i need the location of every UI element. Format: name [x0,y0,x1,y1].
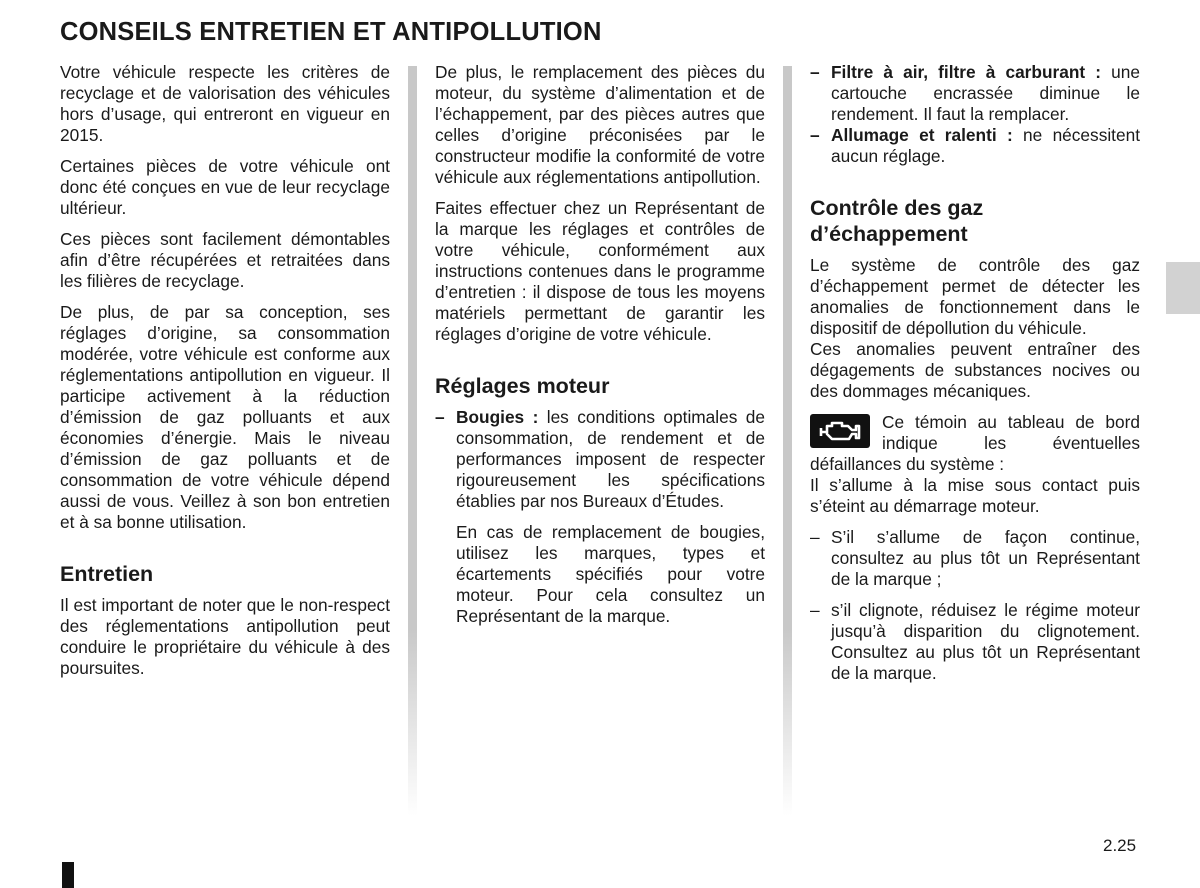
dash-marker: – [810,125,820,145]
page-title: CONSEILS ENTRETIEN ET ANTIPOLLUTION [60,18,602,46]
column-2 [435,62,765,637]
paragraph: Faites effectuer chez un Représentant de la marque les réglages et contrôles de votre véhicule, conformément aux instructions contenues dans le programme d’entretien : il dispose de tous les moyens matériels permettant de garantir les réglages d’origine de votre véhicule. [435,198,765,344]
section-heading-entretien: Entretien [60,562,154,586]
section-heading-reglages: Réglages moteur [435,374,610,398]
paragraph: Il s’allume à la mise sous contact puis s’éteint au démarrage moteur. [810,475,1140,516]
list-item-clignote [810,600,1140,684]
column-separator [408,66,417,816]
column-1 [60,62,390,689]
warning-light-note [810,412,1140,454]
column-separator [783,66,792,816]
dash-marker: – [435,407,445,427]
item-text: ne nécessitent aucun réglage. [831,125,1140,166]
dash-marker: – [810,62,820,82]
paragraph: En cas de remplacement de bougies, utilisez les marques, types et écartements spécifiés pour votre moteur. Pour cela consultez un Représentant de la marque. [456,522,765,626]
chapter-tab [1166,262,1200,314]
warning-light-text: Ce témoin au tableau de bord indique les éventuelles [882,412,1140,453]
list-item-allumage [810,125,1140,167]
paragraph: Il est important de noter que le non-respect des réglementations antipollution peut conduire le propriétaire du véhicule à des poursuites. [60,595,390,678]
list-item-continu [810,527,1140,590]
paragraph: Votre véhicule respecte les critères de recyclage et de valorisation des véhicules hors d’usage, qui entreront en vigueur en 2015. [60,62,390,145]
page-number: 2.25 [1103,836,1137,855]
corner-mark [62,862,74,888]
dash-marker: – [810,527,820,547]
paragraph: Certaines pièces de votre véhicule ont donc été conçues en vue de leur recyclage ultérieur. [60,156,390,218]
column-3 [810,62,1140,694]
list-item-filtre [810,62,1140,125]
paragraph: Ces anomalies peuvent entraîner des dégagements de substances nocives ou des dommages mécaniques. [810,339,1140,401]
item-text: les conditions optimales de consommation, de rendement et de performances imposent de respecter rigoureusement les spécifications établies par nos Bureaux d’Études. [456,407,765,511]
item-text: une cartouche encrassée diminue le rendement. Il faut la remplacer. [831,62,1140,124]
list-item-bougies [435,407,765,512]
paragraph: De plus, le remplacement des pièces du moteur, du système d’alimentation et de l’échappement, par des pièces autres que celles d’origine préconisées par le constructeur modifie la conformité de votre véhicule aux réglementations antipollution. [435,62,765,187]
paragraph: Ces pièces sont facilement démontables afin d’être récupérées et retraitées dans les filières de recyclage. [60,229,390,291]
dash-marker: – [810,600,820,620]
item-text: s’il clignote, réduisez le régime moteur jusqu’à disparition du clignotement. Consultez au plus tôt un Représentant de la marque. [831,600,1140,683]
paragraph: défaillances du système : [810,454,1005,474]
paragraph: De plus, de par sa conception, ses réglages d’origine, sa consommation modérée, votre véhicule est conforme aux réglementations antipollution en vigueur. Il participe activement à la réduction d’émission de gaz polluants et aux économies d’énergie. Mais le niveau d’émission de gaz polluants et de consommation de votre véhicule dépend aussi de vous. Veillez à son bon entretien et à sa bonne utilisation. [60,302,390,532]
engine-warning-icon [810,414,870,448]
item-label: Filtre à air, filtre à carburant : [831,62,1102,82]
item-label: Bougies : [456,407,539,427]
item-text: S’il s’allume de façon continue, consultez au plus tôt un Représentant de la marque ; [831,527,1140,589]
paragraph: Le système de contrôle des gaz d’échappement permet de détecter les anomalies de fonctionnement dans le dispositif de dépollution du véhicule. [810,255,1140,338]
section-heading-controle: Contrôle des gaz d’échappement [810,196,984,246]
item-label: Allumage et ralenti : [831,125,1013,145]
